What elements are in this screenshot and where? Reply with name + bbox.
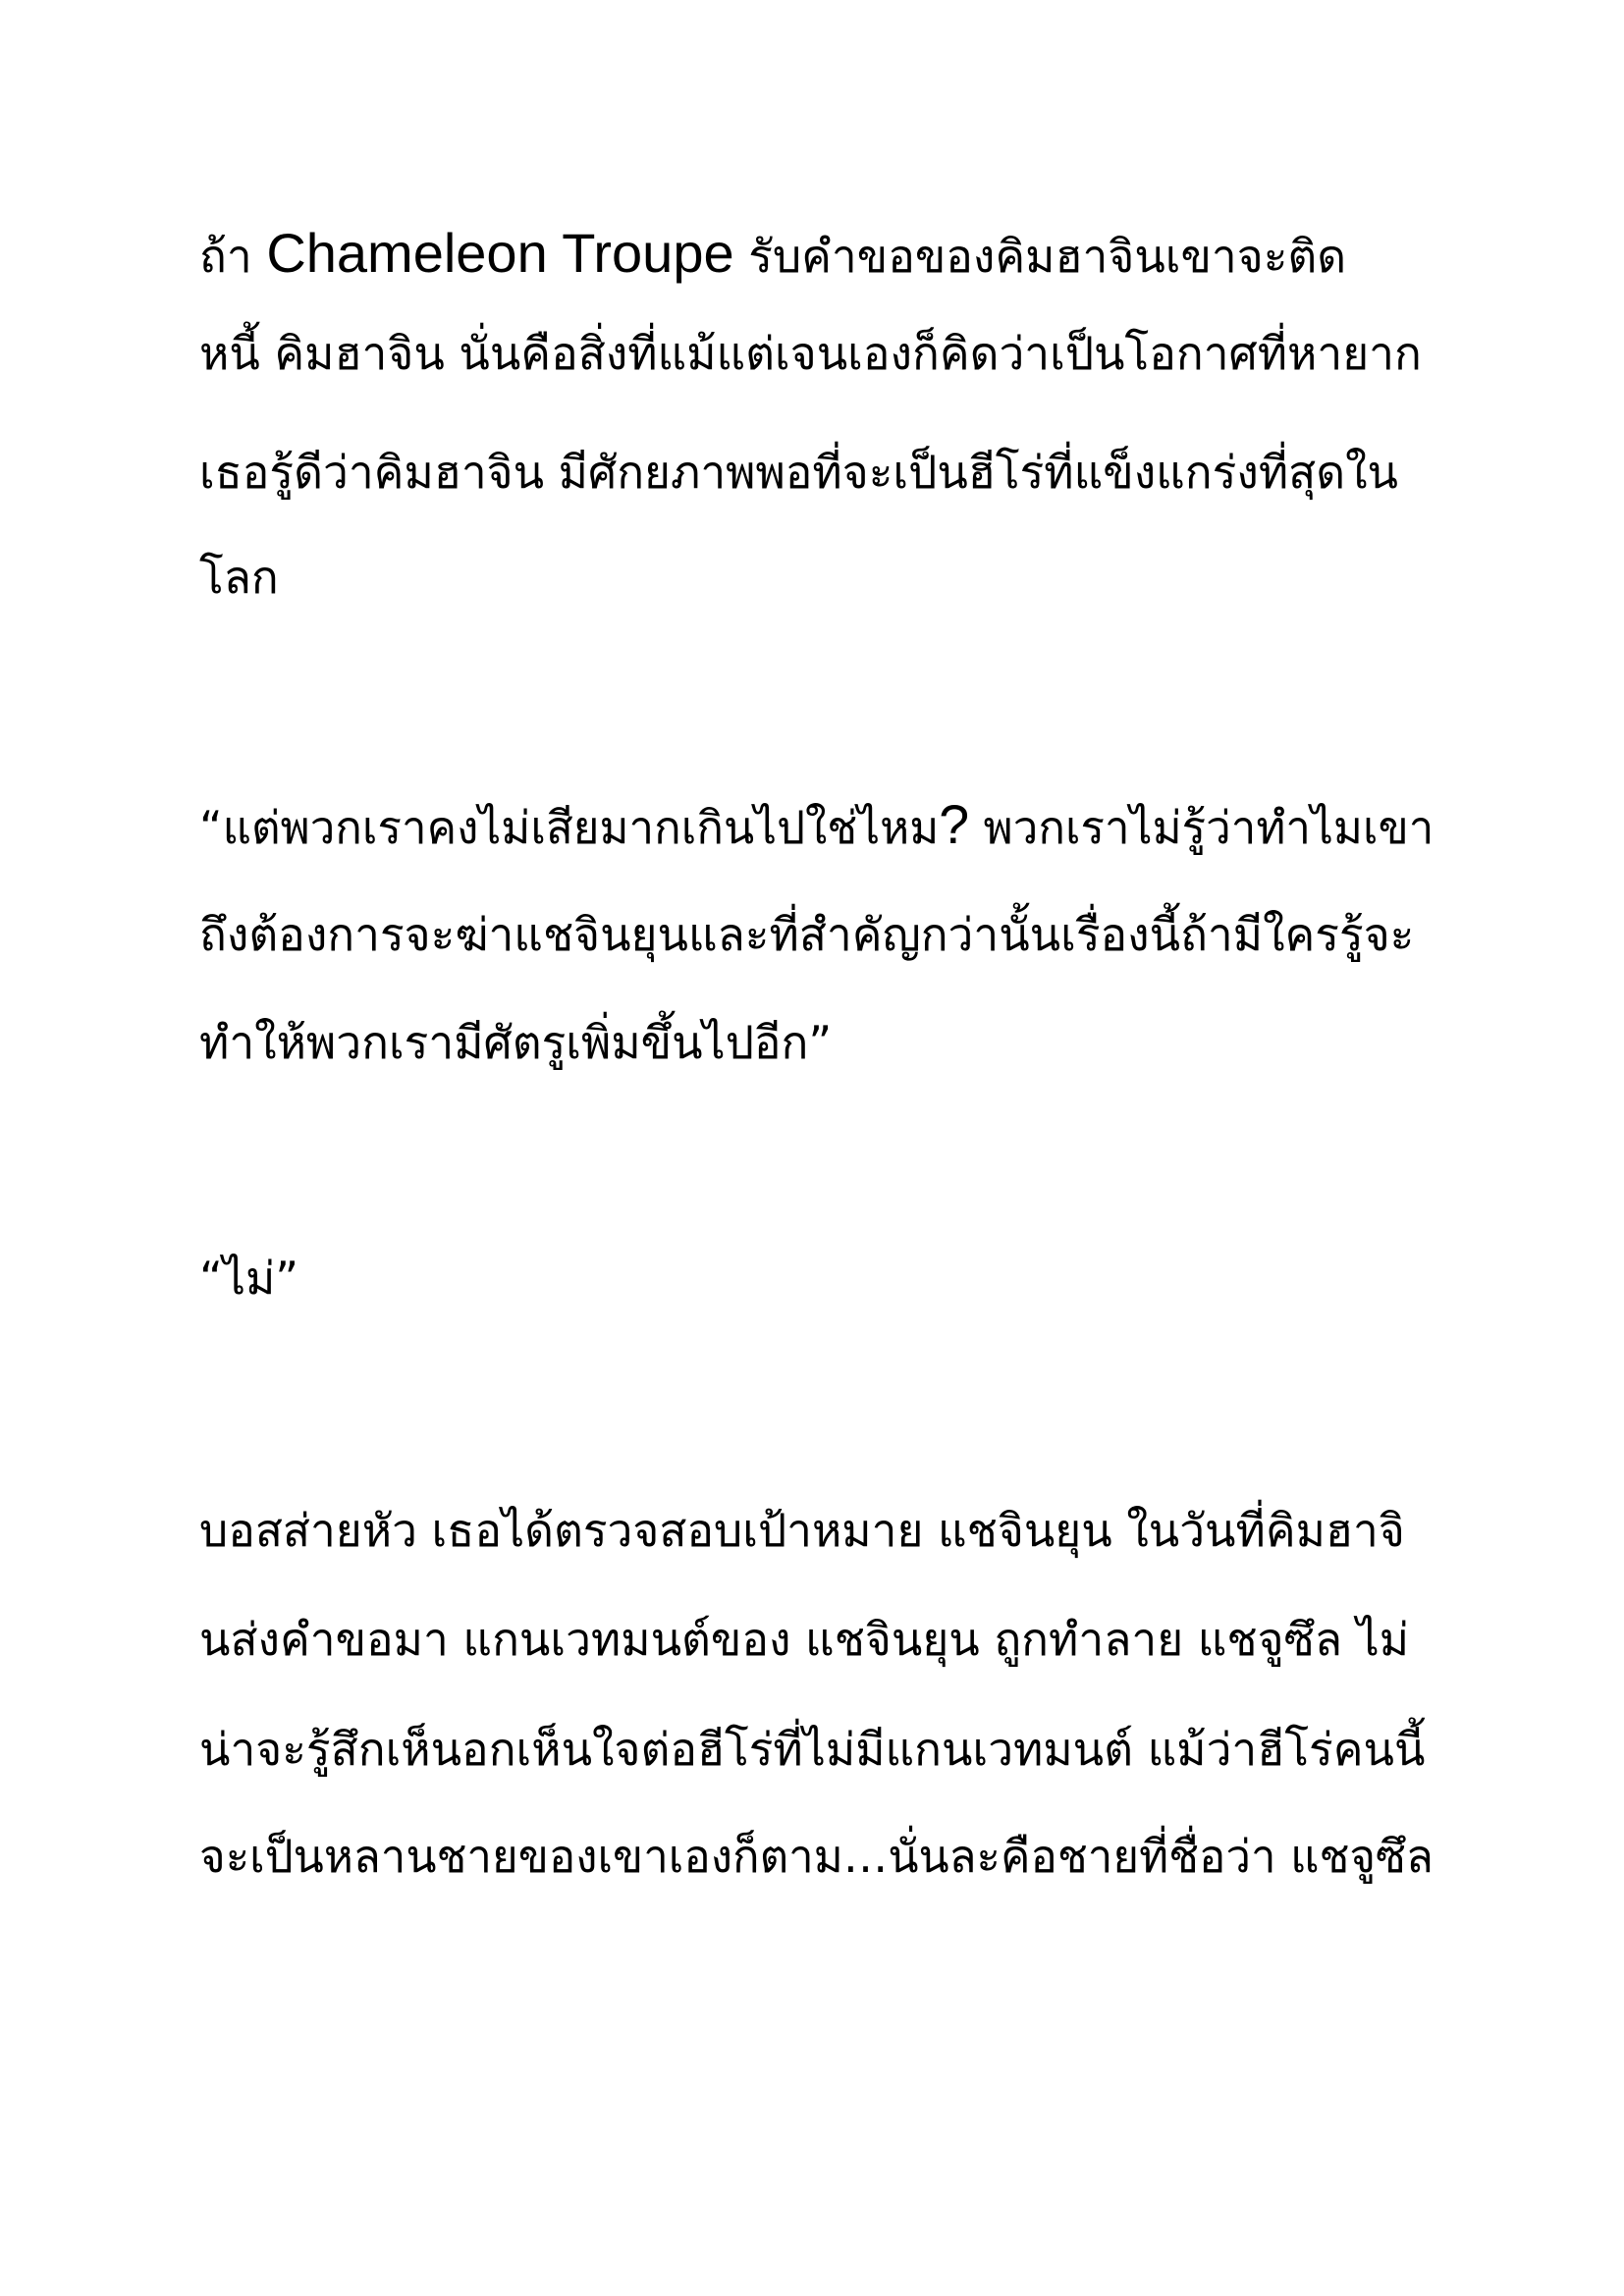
paragraph-4-line-3: น่าจะรู้สึกเห็นอกเห็นใจต่อฮีโร่ที่ไม่มีแกนเวทมนต์ แม้ว่าฮีโร่คนนี้ <box>199 1723 1426 1776</box>
line-text: รับคำขอของคิมฮาจินเขาจะติด <box>733 230 1347 283</box>
paragraph-3-line-1: “ไม่” <box>199 1252 299 1305</box>
latin-text: ? <box>939 793 970 855</box>
paragraph-1-line-2: หนี้ คิมฮาจิน นั่นคือสิ่งที่แม้แต่เจนเองก็คิดว่าเป็นโอกาศที่หายาก <box>199 327 1422 380</box>
paragraph-4-line-2: นส่งคำขอมา แกนเวทมนต์ของ แชจินยุน ถูกทำลาย แชจูซึล ไม่ <box>199 1613 1410 1666</box>
line-text: พวกเราไม่รู้ว่าทำไมเขา <box>969 801 1435 854</box>
line-text: ถ้า <box>199 230 267 283</box>
paragraph-2-line-3: ทำให้พวกเรามีศัตรูเพิ่มขึ้นไปอีก” <box>199 1016 833 1069</box>
paragraph-2-line-2: ถึงต้องการจะฆ่าแชจินยุนและที่สำคัญกว่านั้นเรื่องนี้ถ้ามีใครรู้จะ <box>199 908 1415 961</box>
paragraph-2-line-1 <box>199 795 1434 857</box>
paragraph-1-line-1 <box>199 224 1346 286</box>
paragraph-4-line-1: บอสส่ายหัว เธอได้ตรวจสอบเป้าหมาย แชจินยุน ในวันที่คิมฮาจิ <box>199 1504 1405 1557</box>
paragraph-4-line-4: จะเป็นหลานชายของเขาเองก็ตาม…นั่นละคือชายที่ชื่อว่า แชจูซึล <box>199 1830 1434 1883</box>
paragraph-1-line-3: เธอรู้ดีว่าคิมฮาจิน มีศักยภาพพอที่จะเป็นฮีโร่ที่แข็งแกร่งที่สุดใน <box>199 446 1398 499</box>
line-text: “แต่พวกเราคงไม่เสียมากเกินไปใช่ไหม <box>199 801 940 854</box>
paragraph-1-line-4: โลก <box>199 551 279 604</box>
latin-text: Chameleon Troupe <box>266 222 734 284</box>
